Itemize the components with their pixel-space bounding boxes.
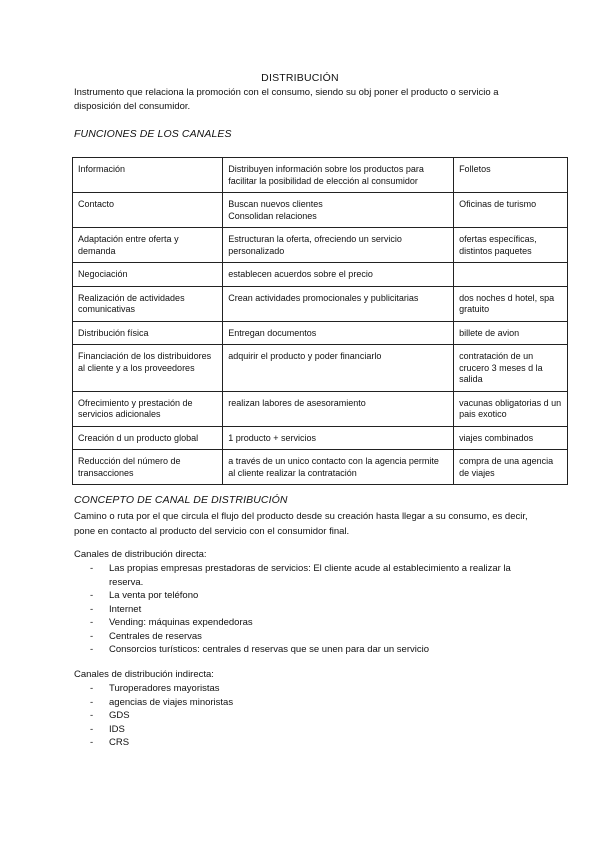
table-row [73, 450, 568, 485]
directa-title: Canales de distribución directa: [74, 549, 207, 560]
directa-list [74, 562, 544, 657]
table-cell-descripcion: Estructuran la oferta, ofreciendo un servicio personalizado [223, 228, 454, 263]
table-row [73, 426, 568, 450]
list-item: - Turoperadores mayoristas [74, 682, 544, 696]
table-cell-funcion: Contacto [73, 193, 223, 228]
table-cell-descripcion: realizan labores de asesoramiento [223, 391, 454, 426]
table-row [73, 345, 568, 392]
table-cell-ejemplo: contratación de un crucero 3 meses d la salida [454, 345, 568, 392]
table-cell-ejemplo: Folletos [454, 158, 568, 193]
table-row [73, 321, 568, 345]
concepto-heading: CONCEPTO DE CANAL DE DISTRIBUCIÓN [74, 494, 288, 506]
table-cell-funcion: Financiación de los distribuidores al cliente y a los proveedores [73, 345, 223, 392]
list-item: - GDS [74, 709, 544, 723]
table-cell-ejemplo: viajes combinados [454, 426, 568, 450]
table-cell-descripcion: a través de un unico contacto con la agencia permite al cliente realizar la contratación [223, 450, 454, 485]
table-cell-descripcion: Distribuyen información sobre los productos para facilitar la posibilidad de elección al consumidor [223, 158, 454, 193]
table-cell-funcion: Realización de actividades comunicativas [73, 286, 223, 321]
table-row [73, 193, 568, 228]
list-item: - La venta por teléfono [74, 589, 544, 603]
document-title: DISTRIBUCIÓN [261, 72, 339, 84]
table-row [73, 391, 568, 426]
list-item: - agencias de viajes minoristas [74, 696, 544, 710]
indirecta-list [74, 682, 544, 750]
list-item: - CRS [74, 736, 544, 750]
list-item: - IDS [74, 723, 544, 737]
table-cell-funcion: Distribución física [73, 321, 223, 345]
table-cell-funcion: Adaptación entre oferta y demanda [73, 228, 223, 263]
table-cell-ejemplo [454, 263, 568, 287]
table-cell-funcion: Reducción del número de transacciones [73, 450, 223, 485]
table-cell-ejemplo: dos noches d hotel, spa gratuito [454, 286, 568, 321]
table-row [73, 158, 568, 193]
intro-paragraph: Instrumento que relaciona la promoción con el consumo, siendo su obj poner el producto o servicio a disposición del consumidor. [74, 87, 499, 112]
list-item: - Las propias empresas prestadoras de servicios: El cliente acude al establecimiento a realizar la reserva. [74, 562, 544, 589]
table-row [73, 228, 568, 263]
funciones-table [72, 157, 568, 485]
list-item: - Vending: máquinas expendedoras [74, 616, 544, 630]
list-item: - Consorcios turísticos: centrales d reservas que se unen para dar un servicio [74, 643, 544, 657]
indirecta-title: Canales de distribución indirecta: [74, 669, 214, 680]
table-cell-funcion: Ofrecimiento y prestación de servicios adicionales [73, 391, 223, 426]
table-cell-funcion: Negociación [73, 263, 223, 287]
table-row [73, 263, 568, 287]
list-item: - Centrales de reservas [74, 630, 544, 644]
table-cell-ejemplo: compra de una agencia de viajes [454, 450, 568, 485]
table-cell-ejemplo: ofertas específicas, distintos paquetes [454, 228, 568, 263]
table-cell-descripcion: Crean actividades promocionales y publicitarias [223, 286, 454, 321]
table-cell-descripcion: establecen acuerdos sobre el precio [223, 263, 454, 287]
table-cell-ejemplo: vacunas obligatorias d un pais exotico [454, 391, 568, 426]
table-cell-ejemplo: billete de avion [454, 321, 568, 345]
table-cell-descripcion: adquirir el producto y poder financiarlo [223, 345, 454, 392]
list-item: - Internet [74, 603, 544, 617]
table-cell-descripcion: Buscan nuevos clientes Consolidan relaciones [223, 193, 454, 228]
table-cell-descripcion: 1 producto + servicios [223, 426, 454, 450]
table-cell-descripcion: Entregan documentos [223, 321, 454, 345]
table-cell-funcion: Creación d un producto global [73, 426, 223, 450]
funciones-heading: FUNCIONES DE LOS CANALES [74, 128, 232, 140]
concepto-paragraph: Camino o ruta por el que circula el flujo del producto desde su creación hasta llegar a su consumo, es decir, pone en contacto al producto del servicio con el consumidor final. [74, 511, 528, 537]
table-cell-funcion: Información [73, 158, 223, 193]
table-row [73, 286, 568, 321]
table-cell-ejemplo: Oficinas de turismo [454, 193, 568, 228]
